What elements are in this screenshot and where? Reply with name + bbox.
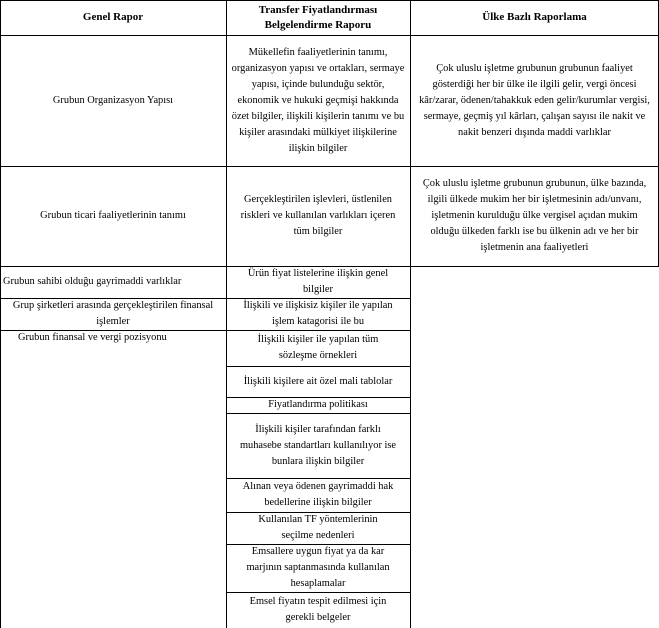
middle-divider-8 — [226, 544, 410, 545]
middle-divider-4 — [226, 397, 410, 398]
middle-divider-2 — [226, 330, 410, 331]
column-divider-1 — [226, 0, 227, 628]
middle-divider-3 — [226, 366, 410, 367]
middle-divider-5 — [226, 413, 410, 414]
row2-tp-documentation: Gerçekleştirilen işlevleri, üstlenilen riskleri ve kullanılan varlıkları içeren tüm bilgiler — [240, 194, 396, 237]
table-border-left — [0, 0, 1, 628]
left-item-financial-transactions: Grup şirketleri arasında gerçekleştirilen finansal işlemler — [12, 300, 214, 327]
row2-general-report: Grubun ticari faaliyetlerinin tanımı — [40, 210, 186, 221]
middle-divider-6 — [226, 478, 410, 479]
middle-item-royalty-payments: Alınan veya ödenen gayrimaddi hak bedellerine ilişkin bilgiler — [242, 481, 394, 508]
left-divider-2 — [0, 330, 226, 331]
left-divider-1 — [0, 298, 226, 299]
row-divider-1 — [0, 166, 659, 167]
row1-general-report: Grubun Organizasyon Yapısı — [52, 94, 174, 106]
row-divider-2 — [0, 266, 659, 267]
row2-country-report: Çok uluslu işletme grubunun grubunun, ülke bazında, ilgili ülkede mukim her bir işletmesinin adı/unvanı, işletmenin kurulduğu ülke vergisel açıdan mukim olduğu ülkeden farklı ise bu ülkenin adı ve her bir işletmenin ana faaliyetleri — [422, 178, 647, 253]
middle-divider-9 — [226, 592, 410, 593]
middle-divider-1 — [226, 298, 410, 299]
middle-item-arms-length-documents: Emsel fiyatın tespit edilmesi için gerekli belgeler — [249, 596, 387, 623]
row1-country-report: Çok uluslu işletme grubunun grubunun faaliyet gösterdiği her bir ülke ile ilgili gelir, vergi öncesi kâr/zarar, ödenen/tahakkuk eden gelir/kurumlar vergisi, sermaye, geçmiş yıl kârları, çalışan sayısı ile nakit ve nakit benzeri dışında maddi varlıklar — [419, 62, 650, 138]
header-divider — [0, 35, 659, 36]
header-general-report: Genel Rapor — [82, 11, 144, 23]
left-item-intangibles: Grubun sahibi olduğu gayrimaddi varlıklar — [3, 276, 182, 287]
middle-item-accounting-standards: İlişkili kişiler tarafından farklı muhasebe standartları kullanılıyor ise bunlara ilişkin bilgiler — [239, 423, 397, 467]
row1-tp-documentation: Mükellefin faaliyetlerinin tanımı, organizasyon yapısı ve ortakları, sermaye yapısı, içinde bulunduğu sektör, ekonomik ve hukuki geçmişi hakkında özet bilgiler, ilişkili kişilerin tanımı ve bu kişiler arasındaki mülkiyet ilişkilerine ilişkin bilgiler — [231, 46, 405, 154]
middle-item-transaction-categories: İlişkili ve ilişkisiz kişiler ile yapılan işlem katagorisi ile bu — [243, 300, 393, 327]
left-item-financial-tax-position: Grubun finansal ve vergi pozisyonu — [18, 332, 167, 343]
header-country-by-country-report: Ülke Bazlı Raporlama — [482, 11, 587, 23]
middle-divider-7 — [226, 512, 410, 513]
middle-item-price-lists: Ürün fiyat listelerine ilişkin genel bilgiler — [247, 268, 389, 295]
middle-item-tp-method-reasons: Kullanılan TF yöntemlerinin seçilme nedenleri — [258, 514, 378, 541]
middle-item-pricing-policy: Fiyatlandırma politikası — [268, 399, 368, 410]
header-tp-documentation-report: Transfer Fiyatlandırması Belgelendirme Raporu — [258, 3, 378, 31]
column-divider-2 — [410, 0, 411, 628]
middle-item-contract-samples: İlişkili kişiler ile yapılan tüm sözleşme örnekleri — [257, 334, 379, 361]
middle-item-special-financial-statements: İlişkili kişilere ait özel mali tablolar — [243, 375, 393, 387]
middle-item-margin-calculations: Emsallere uygun fiyat ya da kar marjının saptanmasında kullanılan hesaplamalar — [246, 546, 390, 589]
table-border-top — [0, 0, 659, 1]
